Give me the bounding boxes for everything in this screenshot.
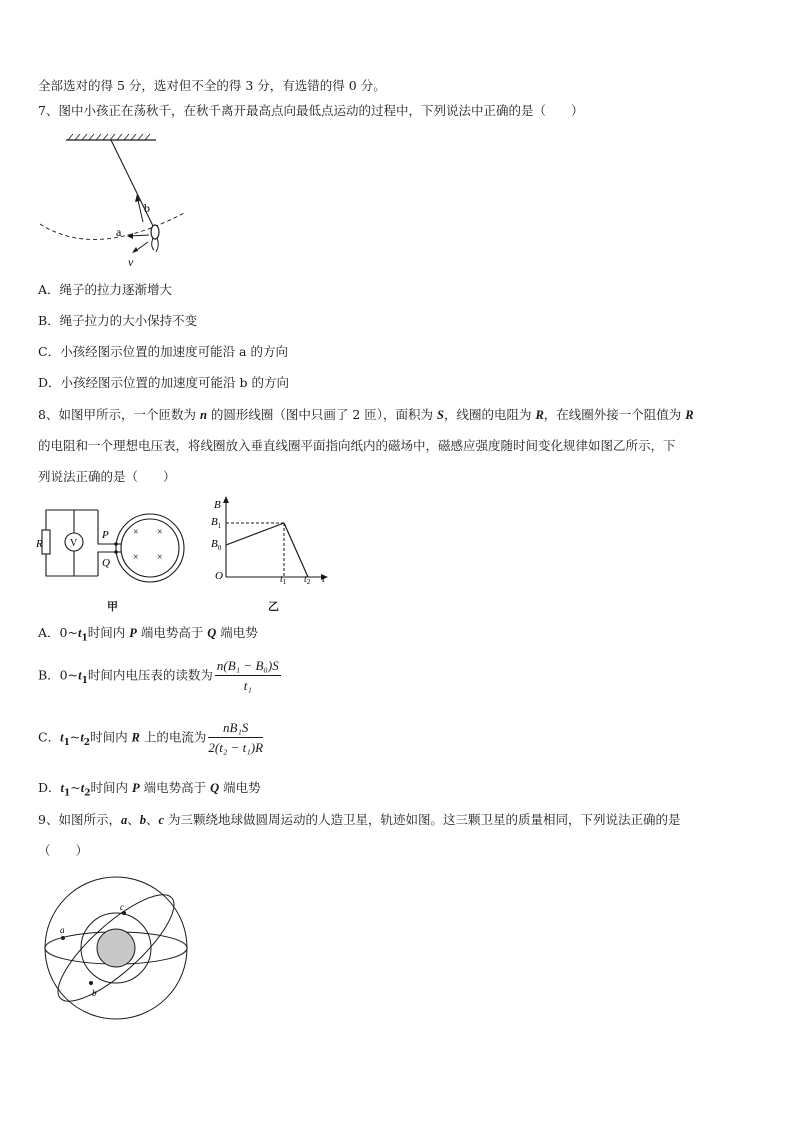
q7-label-v: v [128,255,134,269]
q7-option-b[interactable]: B．绳子拉力的大小保持不变 [38,313,198,328]
q8-stem-line2: 的电阻和一个理想电压表，将线圈放入垂直线圈平面指向纸内的磁场中，磁感应强度随时间变化规律如图乙所示，下 [38,438,676,453]
q8-stem-line3: 列说法正确的是（ ） [38,469,176,484]
q8-cross-2: × [157,527,163,538]
q8-cross-1: × [133,527,139,538]
q8-option-b-fraction: $\frac{\text{n(B₁ − B₀)S}}{\text{t₁}}$ [216,658,279,693]
q8-option-a[interactable]: A．$0\sim t_1$时间内 P 端电势高于 Q 端电势 [38,625,258,644]
q9-label-b: b [92,988,97,998]
q7-swing-figure [36,132,206,272]
q9-stem: 9、如图所示，a、b、c 为三颗绕地球做圆周运动的人造卫星，轨迹如图。这三颗卫星的质量相同，下列说法正确的是 [38,812,681,827]
q7-option-c[interactable]: C．小孩经图示位置的加速度可能沿 a 的方向 [38,344,288,359]
q8-graph-b0: $B_0$ [211,538,222,552]
earth [97,929,135,967]
q8-option-c-fraction: $\frac{\text{nB₁S}}{\text{2(t₂ − t₁)R}}$ [208,720,264,755]
q8-label-r: R [36,538,43,550]
q8-label-q: Q [102,557,110,569]
q7-stem: 7、图中小孩正在荡秋千，在秋千离开最高点向最低点运动的过程中，下列说法中正确的是（ ） [38,103,584,118]
q8-stem-line1: 8、如图甲所示，一个匝数为 n 的圆形线圈（图中只画了 2 匝），面积为 S，线圈的电阻为 R，在线圈外接一个阻值为 R [38,407,694,422]
q8-graph-b1: $B_1$ [211,516,222,530]
q9-stem-line2: （ ） [38,843,89,858]
q8-graph-o: O [215,570,223,582]
q8-caption-right: 乙 [268,600,279,613]
q7-label-a: a [116,225,122,239]
q7-option-a[interactable]: A．绳子的拉力逐渐增大 [38,282,173,297]
q8-graph-t: t [322,573,326,585]
q9-label-c: c [120,902,124,912]
q8-option-d[interactable]: D．$t_1\sim t_2$时间内 P 端电势高于 Q 端电势 [38,780,261,799]
q8-graph-b: B [214,499,221,511]
q8-option-c[interactable]: C．$t_1\sim t_2$时间内 R 上的电流为 $\frac{\text{nB₁S}}{\text{2(t₂ − t₁)R}}$ [38,720,264,755]
q7-option-d[interactable]: D．小孩经图示位置的加速度可能沿 b 的方向 [38,375,289,390]
q8-option-b[interactable]: B．$0\sim t_1$时间内电压表的读数为 $\frac{\text{n(B₁ − B₀)S}}{\text{t₁}}$ [38,658,279,693]
q8-graph-t2: $t_2$ [304,574,311,586]
q8-cross-3: × [133,552,139,563]
intro-text: 全部选对的得 5 分，选对但不全的得 3 分，有选错的得 0 分。 [38,78,386,93]
q8-graph-figure [210,495,340,590]
q9-label-a: a [60,925,65,935]
q8-caption-left: 甲 [107,600,118,613]
q8-cross-4: × [157,552,163,563]
q8-graph-t1: $t_1$ [280,574,287,586]
q8-label-v: V [70,538,78,549]
q8-label-p: P [102,529,109,541]
q9-orbit-figure [40,870,200,1025]
q7-label-b: b [144,201,150,215]
